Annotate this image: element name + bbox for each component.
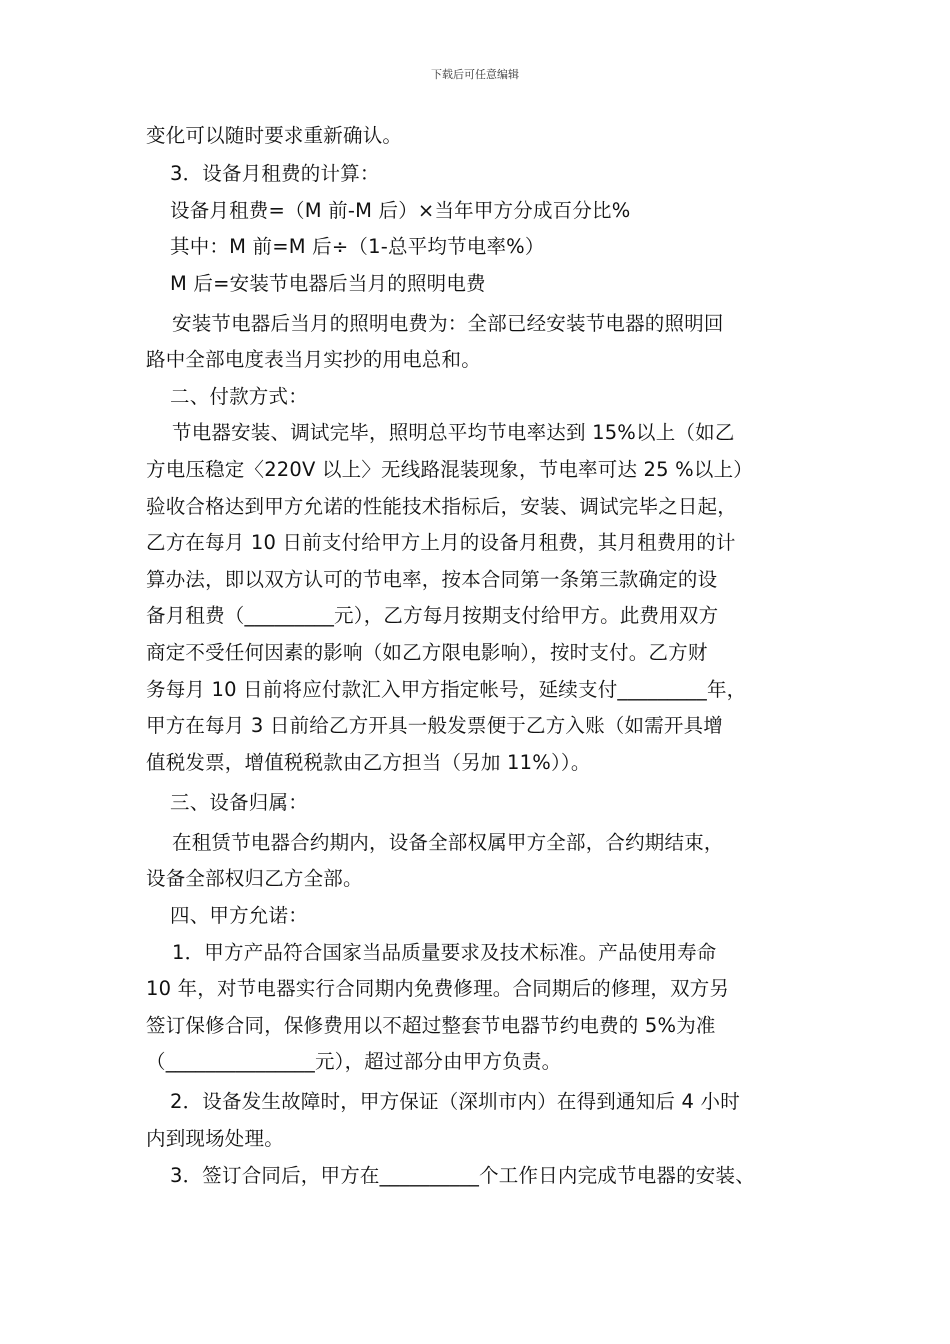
text-line: 变化可以随时要求重新确认。 <box>146 124 403 147</box>
text-line: 二、付款方式： <box>170 385 308 408</box>
text-line: 商定不受任何因素的影响（如乙方限电影响），按时支付。乙方财 <box>146 641 708 664</box>
text-line: 验收合格达到甲方允诺的性能技术指标后，安装、调试完毕之日起， <box>146 495 738 518</box>
text-line: 3．签订合同后，甲方在__________个工作日内完成节电器的安装、 <box>170 1164 755 1187</box>
text-line: 签订保修合同，保修费用以不超过整套节电器节约电费的 5%为准 <box>146 1014 716 1037</box>
text-line: 节电器安装、调试完毕，照明总平均节电率达到 15%以上（如乙 <box>172 421 735 444</box>
text-line: 三、设备归属： <box>170 791 308 814</box>
text-line: 值税发票，增值税税款由乙方担当（另加 11%））。 <box>146 751 591 774</box>
text-line: 算办法，即以双方认可的节电率，按本合同第一条第三款确定的设 <box>146 568 718 591</box>
text-line: 乙方在每月 10 日前支付给甲方上月的设备月租费，其月租费用的计 <box>146 531 736 554</box>
text-line: 备月租费（_________元），乙方每月按期支付给甲方。此费用双方 <box>146 604 719 627</box>
text-line: 在租赁节电器合约期内，设备全部权属甲方全部，合约期结束， <box>172 831 724 854</box>
text-line: 10 年，对节电器实行合同期内免费修理。合同期后的修理，双方另 <box>146 977 730 1000</box>
text-line: 其中：M 前=M 后÷（1-总平均节电率%） <box>170 235 545 258</box>
text-line: 甲方在每月 3 日前给乙方开具一般发票便于乙方入账（如需开具增 <box>146 714 724 737</box>
text-line: 路中全部电度表当月实抄的用电总和。 <box>146 348 481 371</box>
text-line: 设备全部权归乙方全部。 <box>146 867 363 890</box>
text-line: 务每月 10 日前将应付款汇入甲方指定帐号，延续支付_________年， <box>146 678 747 701</box>
text-line: 四、甲方允诺： <box>170 904 308 927</box>
text-line: 设备月租费=（M 前-M 后）×当年甲方分成百分比% <box>170 199 631 222</box>
page-header: 下载后可任意编辑 <box>431 68 519 81</box>
text-line: （_______________元），超过部分由甲方负责。 <box>146 1050 562 1073</box>
text-line: 2．设备发生故障时，甲方保证（深圳市内）在得到通知后 4 小时 <box>170 1090 740 1113</box>
text-line: 内到现场处理。 <box>146 1127 284 1150</box>
text-line: 3．设备月租费的计算： <box>170 162 380 185</box>
text-line: 1．甲方产品符合国家当品质量要求及技术标准。产品使用寿命 <box>172 941 717 964</box>
text-line: M 后=安装节电器后当月的照明电费 <box>170 272 486 295</box>
text-line: 方电压稳定〈220V 以上〉无线路混装现象，节电率可达 25 %以上） <box>146 458 753 481</box>
text-line: 安装节电器后当月的照明电费为：全部已经安装节电器的照明回 <box>172 312 724 335</box>
